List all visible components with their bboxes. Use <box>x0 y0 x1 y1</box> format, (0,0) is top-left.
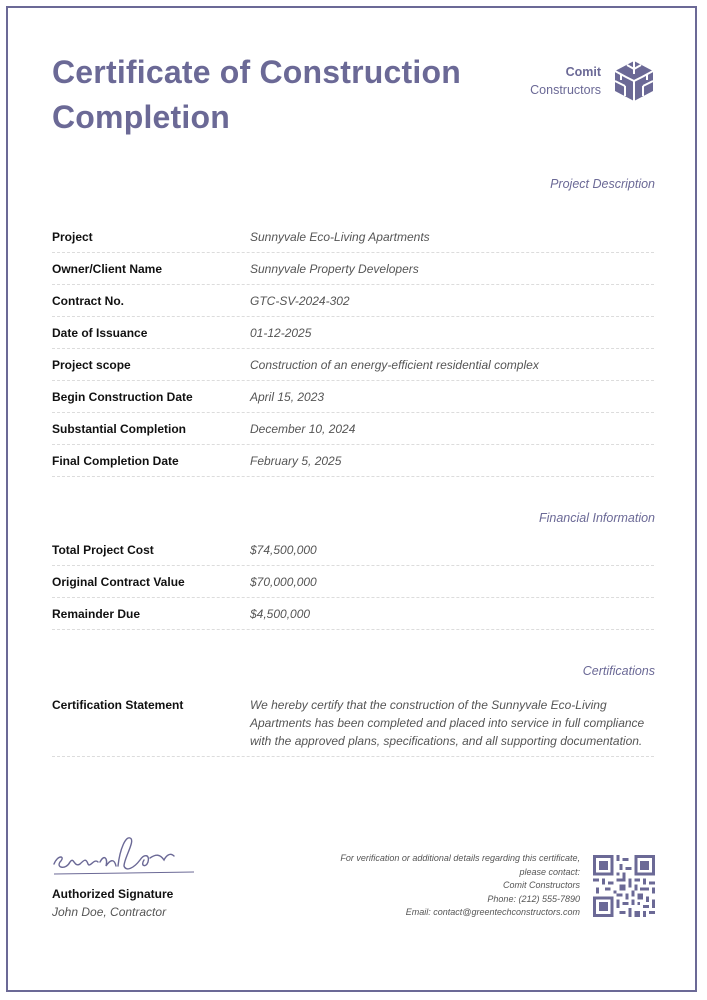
qr-code-icon <box>593 855 655 917</box>
row-label: Begin Construction Date <box>52 389 193 404</box>
page-title: Certificate of Construction Completion <box>52 54 461 135</box>
row-label: Owner/Client Name <box>52 261 163 276</box>
financial-table <box>52 534 654 630</box>
section-heading-certifications: Certifications <box>582 664 655 678</box>
brand-block <box>530 60 655 102</box>
table-row <box>52 221 654 253</box>
row-value: $70,000,000 <box>250 574 317 589</box>
row-value: December 10, 2024 <box>250 421 356 436</box>
section-heading-financial: Financial Information <box>538 511 655 525</box>
table-row <box>52 688 654 757</box>
signature-scribble <box>52 828 197 880</box>
table-row <box>52 253 654 285</box>
table-row <box>52 349 654 381</box>
verification-note <box>290 852 580 920</box>
section-heading-project: Project Description <box>550 177 655 191</box>
row-value: $74,500,000 <box>250 542 317 557</box>
row-value: 01-12-2025 <box>250 325 312 340</box>
verification-phone: Phone: (212) 555-7890 <box>487 893 580 904</box>
table-row <box>52 413 654 445</box>
row-value: GTC-SV-2024-302 <box>250 293 350 308</box>
row-label: Original Contract Value <box>52 574 185 589</box>
row-value: Sunnyvale Property Developers <box>250 261 419 276</box>
row-label: Final Completion Date <box>52 453 179 468</box>
verification-line: For verification or additional details regarding this certificate, <box>340 853 580 863</box>
signature-block <box>52 828 202 919</box>
table-row <box>52 317 654 349</box>
row-value: Construction of an energy-efficient residential complex <box>250 357 539 372</box>
project-table <box>52 221 654 477</box>
row-label: Substantial Completion <box>52 421 187 436</box>
brand-name <box>530 63 601 99</box>
table-row <box>52 566 654 598</box>
cube-logo-icon <box>613 60 655 102</box>
row-value: February 5, 2025 <box>250 453 342 468</box>
certifications-table <box>52 688 654 757</box>
verification-email: Email: contact@greentechconstructors.com <box>405 907 580 917</box>
row-label: Certification Statement <box>52 698 184 712</box>
row-label: Project scope <box>52 357 131 372</box>
row-label: Contract No. <box>52 293 124 308</box>
certification-statement: We hereby certify that the construction of the Sunnyvale Eco-Living Apartments has been completed and placed into service in full compliance with the approved plans, specifications, and all supporting documentation. <box>250 698 645 748</box>
brand-name-line1: Comit <box>565 65 601 79</box>
table-row <box>52 445 654 477</box>
row-label: Remainder Due <box>52 606 141 621</box>
table-row <box>52 285 654 317</box>
row-label: Total Project Cost <box>52 542 154 557</box>
row-label: Date of Issuance <box>52 325 148 340</box>
brand-name-line2: Constructors <box>530 83 601 97</box>
table-row <box>52 598 654 630</box>
row-value: Sunnyvale Eco-Living Apartments <box>250 229 430 244</box>
verification-line: please contact: <box>519 866 580 877</box>
table-row <box>52 381 654 413</box>
signatory-name: John Doe, Contractor <box>52 905 167 919</box>
signature-label: Authorized Signature <box>52 887 174 901</box>
row-label: Project <box>52 229 93 244</box>
table-row <box>52 534 654 566</box>
row-value: $4,500,000 <box>250 606 311 621</box>
row-value: April 15, 2023 <box>250 389 325 404</box>
verification-company: Comit Constructors <box>502 880 580 890</box>
